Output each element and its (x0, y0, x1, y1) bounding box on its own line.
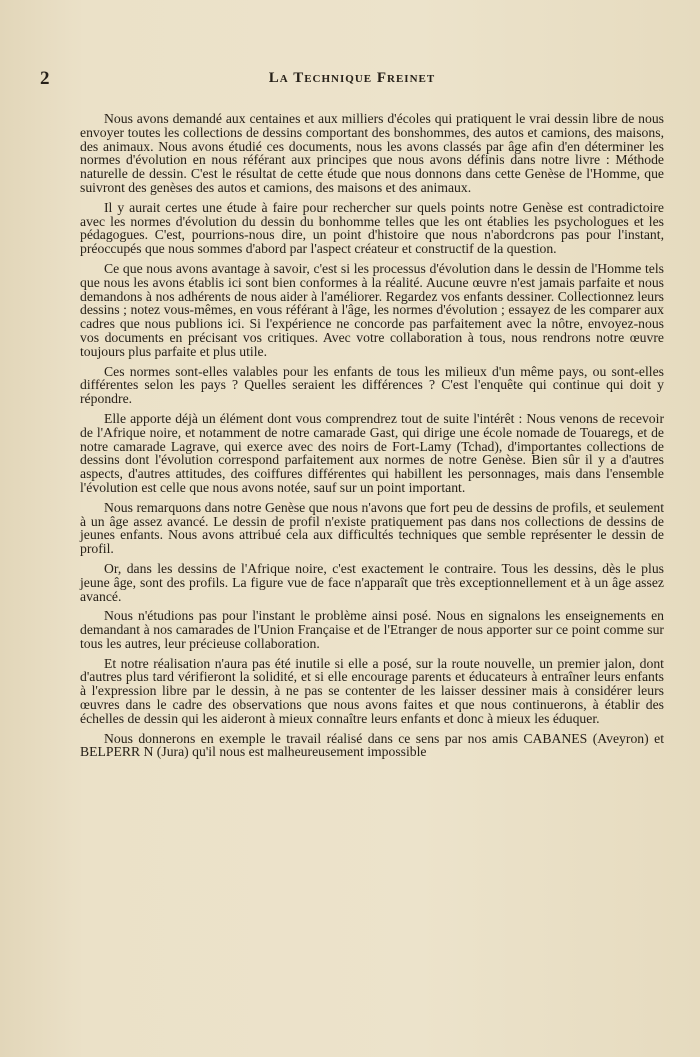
paragraph: Nous avons demandé aux centaines et aux milliers d'écoles qui pratiquent le vrai dessin libre de nous envoyer toutes les collections de dessins comportant des bonshommes, des autos et camions, des maisons, des animaux. Nous avons étudié ces documents, nous les avons classés par âge afin d'en déterminer les normes d'évolution en nous référant aux principes que nous avons définis dans notre livre : Méthode naturelle de dessin. C'est le résultat de cette étude que nous donnons dans cette Genèse de l'Homme, que suivront des genèses des autos et camions, des maisons et des animaux. (80, 111, 664, 195)
page-header (40, 68, 664, 90)
paragraph: Nous n'étudions pas pour l'instant le problème ainsi posé. Nous en signalons les enseignements en demandant à nos camarades de l'Union Française et de l'Etranger de nous apporter sur ce point comme sur tous les autres, leur précieuse collaboration. (80, 608, 664, 651)
paragraph: Nous donnerons en exemple le travail réalisé dans ce sens par nos amis CABANES (Aveyron) et BELPERR N (Jura) qu'il nous est malheureusement impossible (80, 730, 664, 760)
paragraph: Or, dans les dessins de l'Afrique noire, c'est exactement le contraire. Tous les dessins, dès le plus jeune âge, sont des profils. La figure vue de face n'apparaît que très exceptionnellement et à un âge assez avancé. (80, 560, 664, 604)
paragraph: Elle apporte déjà un élément dont vous comprendrez tout de suite l'intérêt : Nous venons de recevoir de l'Afrique noire, et notamment de notre camarade Gast, qui dirige une école nomade de Touaregs, et de notre camarade Lagrave, qui exerce avec des noirs de Fort-Lamy (Tchad), d'importantes collections de dessins dont l'évolution correspond parfaitement aux normes de notre Genèse. Bien sûr il y a d'autres aspects, d'autres attitudes, des coiffures différentes qui habillent les personnages, mais dans l'ensemble l'évolution est celle que nous avons notée, sauf sur un point important. (80, 410, 664, 495)
paragraph: Nous remarquons dans notre Genèse que nous n'avons que fort peu de dessins de profils, et seulement à un âge assez avancé. Le dessin de profil n'existe pratiquement pas dans nos collections de dessins de jeunes enfants. Nous avons attribué cela aux difficultés techniques que semble représenter le dessin de profil. (80, 499, 664, 557)
paragraph: Et notre réalisation n'aura pas été inutile si elle a posé, sur la route nouvelle, un premier jalon, dont d'autres plus tard vérifieront la solidité, et si elle encourage parents et éducateurs à entraîner leurs enfants à l'expression libre par le dessin, à ne pas se contenter de les laisser dessiner mais à considérer leurs œuvres dans le cadre des observations que nous avons faites et que nous continuerons, à établir des échelles de dessin qui les aideront à mieux connaître leurs enfants et donc à mieux les éduquer. (80, 655, 664, 726)
paragraph: Ces normes sont-elles valables pour les enfants de tous les milieux d'un même pays, ou sont-elles différentes selon les pays ? Quelles seraient les différences ? C'est l'enquête qui continue qui doit y répondre. (80, 363, 664, 407)
body-text (80, 112, 664, 765)
running-title: La Technique Freinet (268, 70, 436, 86)
page-number: 2 (40, 68, 50, 89)
paragraph: Il y aurait certes une étude à faire pour rechercher sur quels points notre Genèse est contradictoire avec les normes d'évolution du dessin du bonhomme telles que les ont établies les psychologues et les pédagogues. C'est, pourrions-nous dire, un point d'histoire que nous n'abordcrons pas pour l'instant, préoccupés que nous sommes d'abord par l'aspect créateur et constructif de la question. (80, 199, 664, 257)
paragraph: Ce que nous avons avantage à savoir, c'est si les processus d'évolution dans le dessin de l'Homme tels que nous les avons établis ici sont bien conformes à la réalité. Aucune œuvre n'est jamais parfaite et nous demandons à nos adhérents de nous aider à l'améliorer. Regardez vos enfants dessiner. Collectionnez leurs dessins ; notez vous-mêmes, en vous référant à l'âge, les normes d'évolution ; essayez de les comparer aux cadres que nous publions ici. Si l'expérience ne concorde pas parfaitement avec la nôtre, envoyez-nous vos documents en précisant vos critiques. Avec votre collaboration à tous, nous rendrons notre œuvre toujours plus parfaite et plus utile. (80, 260, 664, 359)
